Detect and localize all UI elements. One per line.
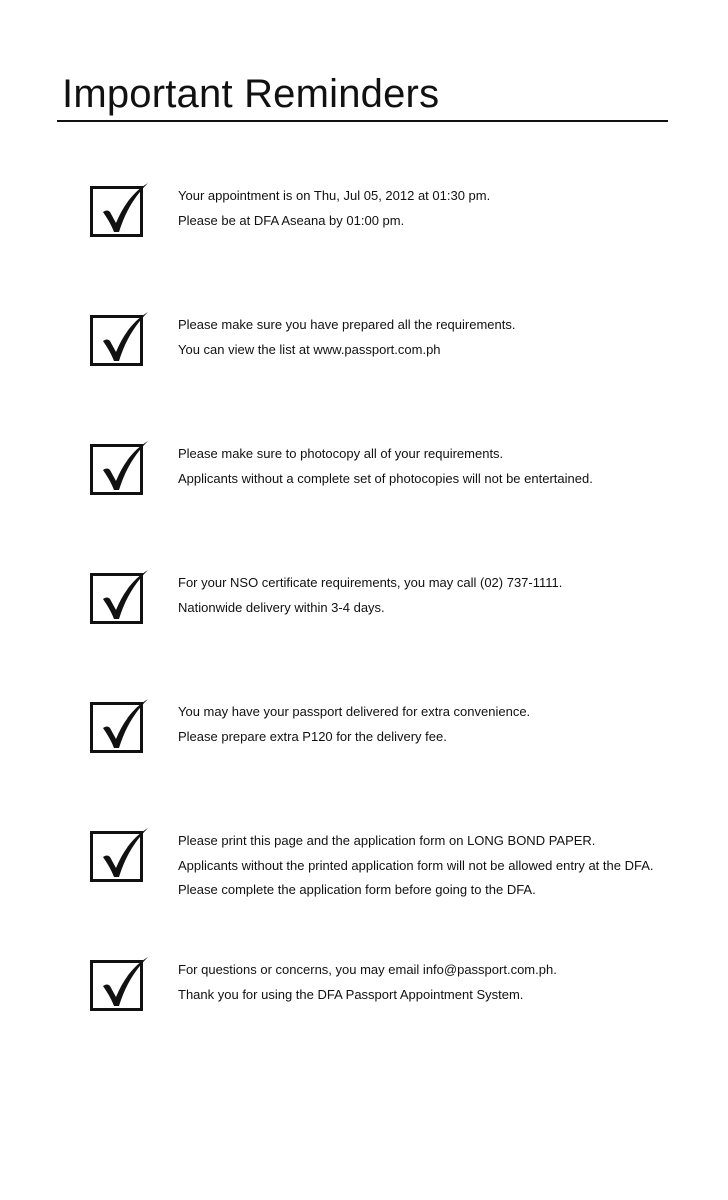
reminder-text: [178, 184, 718, 233]
reminder-line: Please make sure you have prepared all the requirements.: [178, 317, 516, 332]
reminder-item: [0, 956, 728, 1046]
title-divider: [57, 120, 668, 122]
reminder-line: Please print this page and the application form on LONG BOND PAPER.: [178, 833, 596, 848]
reminder-line: Please complete the application form before going to the DFA.: [178, 882, 536, 897]
reminder-item: [0, 311, 728, 401]
reminder-line: Thank you for using the DFA Passport Appointment System.: [178, 986, 524, 1002]
reminder-line: Your appointment is on Thu, Jul 05, 2012 at 01:30 pm.: [178, 188, 491, 203]
checkbox-checked-icon: [90, 569, 160, 629]
reminder-text: [178, 571, 718, 620]
reminder-line: You may have your passport delivered for extra convenience.: [178, 704, 531, 719]
checkbox-checked-icon: [90, 182, 160, 242]
reminder-text: [178, 442, 718, 491]
reminder-text: [178, 829, 718, 903]
reminder-line: For questions or concerns, you may email info@passport.com.ph.: [178, 962, 557, 977]
reminder-line: Applicants without the printed application form will not be allowed entry at the DFA.: [178, 857, 654, 873]
reminder-text: [178, 700, 718, 749]
checkbox-checked-icon: [90, 311, 160, 371]
checkbox-checked-icon: [90, 440, 160, 500]
checkbox-checked-icon: [90, 827, 160, 887]
checkbox-checked-icon: [90, 698, 160, 758]
reminder-text: [178, 958, 718, 1007]
checkbox-checked-icon: [90, 956, 160, 1016]
page-title: Important Reminders: [62, 72, 440, 116]
reminder-line: Please prepare extra P120 for the delivery fee.: [178, 728, 447, 744]
reminder-line: You can view the list at www.passport.com.ph: [178, 341, 441, 357]
reminder-line: Applicants without a complete set of photocopies will not be entertained.: [178, 470, 593, 486]
reminder-item: [0, 440, 728, 530]
reminder-item: [0, 827, 728, 937]
reminder-text: [178, 313, 718, 362]
reminder-item: [0, 569, 728, 659]
reminder-item: [0, 698, 728, 788]
reminder-line: Nationwide delivery within 3-4 days.: [178, 599, 385, 615]
reminder-item: [0, 182, 728, 272]
reminder-line: Please be at DFA Aseana by 01:00 pm.: [178, 212, 405, 228]
reminder-line: Please make sure to photocopy all of your requirements.: [178, 446, 504, 461]
reminder-line: For your NSO certificate requirements, you may call (02) 737-1111.: [178, 575, 563, 590]
